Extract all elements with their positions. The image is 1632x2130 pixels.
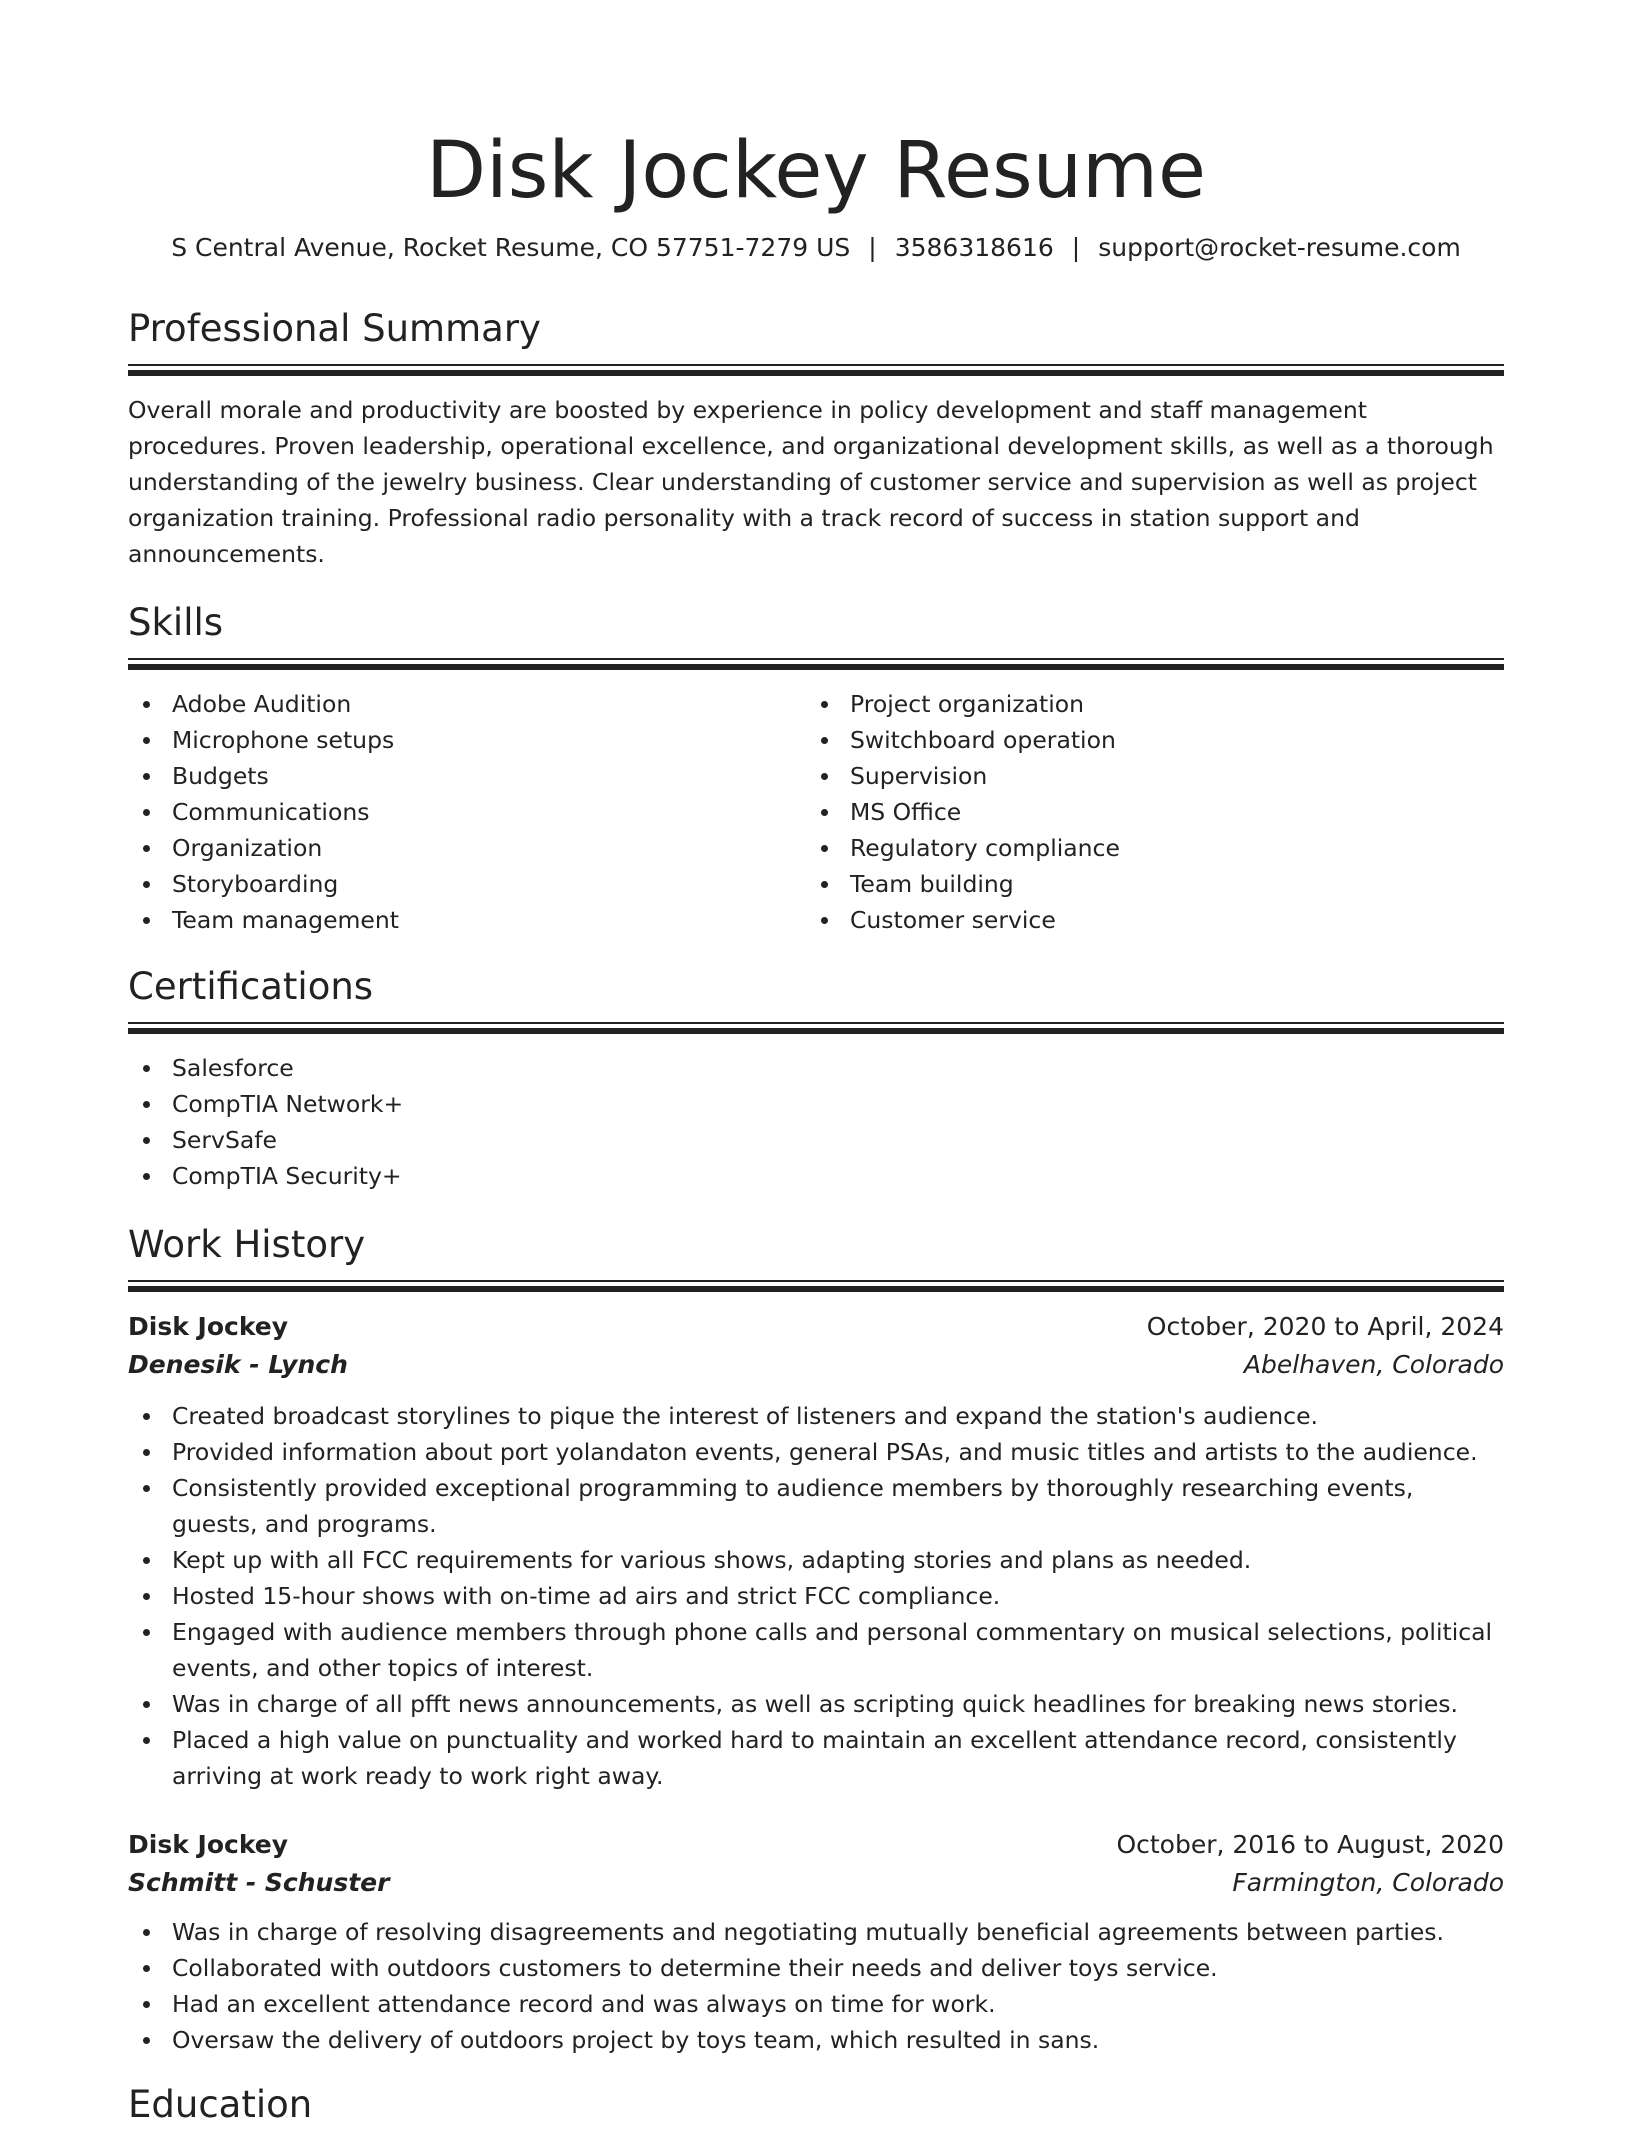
job-bullets: [128, 1914, 1504, 2058]
job-company: Denesik - Lynch: [128, 1350, 348, 1379]
section-divider: [128, 658, 1504, 670]
education-section: [128, 2080, 1504, 2130]
job-bullet: Hosted 15-hour shows with on-time ad airs and strict FCC compliance.: [128, 1578, 1504, 1614]
job-bullet: Provided information about port yolandaton events, general PSAs, and music titles and artists to the audience.: [128, 1434, 1504, 1470]
education-heading: Education: [128, 2083, 313, 2126]
contact-separator: |: [868, 233, 877, 262]
certification-item: ServSafe: [128, 1122, 1504, 1158]
job-dates: October, 2016 to August, 2020: [1116, 1830, 1504, 1859]
job-bullets: [128, 1398, 1504, 1794]
job-location: Farmington, Colorado: [1232, 1868, 1504, 1897]
job-location: Abelhaven, Colorado: [1243, 1350, 1504, 1379]
skill-item: Storyboarding: [128, 866, 806, 902]
skill-item: Switchboard operation: [806, 722, 1484, 758]
skills-heading: Skills: [128, 601, 224, 644]
work-history-heading: Work History: [128, 1223, 366, 1266]
job-bullet: Placed a high value on punctuality and worked hard to maintain an excellent attendance record, consistently arriving at work ready to work right away.: [128, 1722, 1504, 1794]
certification-item: CompTIA Security+: [128, 1158, 1504, 1194]
contact-line: [128, 230, 1504, 266]
work-history-section: [128, 1220, 1504, 2058]
certifications-section: [128, 962, 1504, 1194]
job-entry: [128, 1308, 1504, 1794]
skill-item: Organization: [128, 830, 806, 866]
skill-item: Team building: [806, 866, 1484, 902]
job-bullet: Had an excellent attendance record and was always on time for work.: [128, 1986, 1504, 2022]
certification-item: CompTIA Network+: [128, 1086, 1504, 1122]
job-bullet: Created broadcast storylines to pique the interest of listeners and expand the station's audience.: [128, 1398, 1504, 1434]
skill-item: MS Office: [806, 794, 1484, 830]
skill-item: Supervision: [806, 758, 1484, 794]
contact-address: S Central Avenue, Rocket Resume, CO 57751-7279 US: [171, 233, 851, 262]
certifications-heading: Certifications: [128, 965, 374, 1008]
job-header: [128, 1826, 1504, 1864]
skill-item: Regulatory compliance: [806, 830, 1484, 866]
summary-heading: Professional Summary: [128, 307, 541, 350]
skills-list-right: [806, 686, 1484, 938]
summary-section: [128, 304, 1504, 572]
job-subheader: [128, 1346, 1504, 1384]
skill-item: Communications: [128, 794, 806, 830]
contact-phone: 3586318616: [894, 233, 1054, 262]
job-entry: [128, 1826, 1504, 2058]
contact-separator: |: [1071, 233, 1081, 262]
resume-page: [128, 0, 1504, 2130]
certification-item: Salesforce: [128, 1050, 1504, 1086]
resume-title: Disk Jockey Resume: [426, 126, 1206, 216]
contact-email: support@rocket-resume.com: [1098, 233, 1461, 262]
job-header: [128, 1308, 1504, 1346]
section-divider: [128, 364, 1504, 376]
job-subheader: [128, 1864, 1504, 1902]
skill-item: Customer service: [806, 902, 1484, 938]
skill-item: Project organization: [806, 686, 1484, 722]
skills-section: [128, 598, 1504, 938]
skill-item: Microphone setups: [128, 722, 806, 758]
job-title: Disk Jockey: [128, 1830, 289, 1859]
job-bullet: Collaborated with outdoors customers to determine their needs and deliver toys service.: [128, 1950, 1504, 1986]
summary-text: Overall morale and productivity are boosted by experience in policy development and staff management procedures. Proven leadership, operational excellence, and organizational development skills, as well as a thorough understanding of the jewelry business. Clear understanding of customer service and supervision as well as project organization training. Professional radio personality with a track record of success in station support and announcements.: [128, 396, 1494, 568]
job-bullet: Engaged with audience members through phone calls and personal commentary on musical selections, political events, and other topics of interest.: [128, 1614, 1504, 1686]
job-company: Schmitt - Schuster: [128, 1868, 390, 1897]
section-divider: [128, 1280, 1504, 1292]
skill-item: Adobe Audition: [128, 686, 806, 722]
skills-grid: [128, 686, 1504, 938]
job-bullet: Consistently provided exceptional programming to audience members by thoroughly researching events, guests, and programs.: [128, 1470, 1504, 1542]
section-divider: [128, 1022, 1504, 1034]
skill-item: Team management: [128, 902, 806, 938]
job-title: Disk Jockey: [128, 1312, 289, 1341]
job-bullet: Was in charge of resolving disagreements and negotiating mutually beneficial agreements between parties.: [128, 1914, 1504, 1950]
job-bullet: Oversaw the delivery of outdoors project by toys team, which resulted in sans.: [128, 2022, 1504, 2058]
skills-list-left: [128, 686, 806, 938]
job-bullet: Kept up with all FCC requirements for various shows, adapting stories and plans as needed.: [128, 1542, 1504, 1578]
certifications-list: [128, 1050, 1504, 1194]
job-bullet: Was in charge of all pfft news announcements, as well as scripting quick headlines for breaking news stories.: [128, 1686, 1504, 1722]
job-dates: October, 2020 to April, 2024: [1146, 1312, 1504, 1341]
skill-item: Budgets: [128, 758, 806, 794]
